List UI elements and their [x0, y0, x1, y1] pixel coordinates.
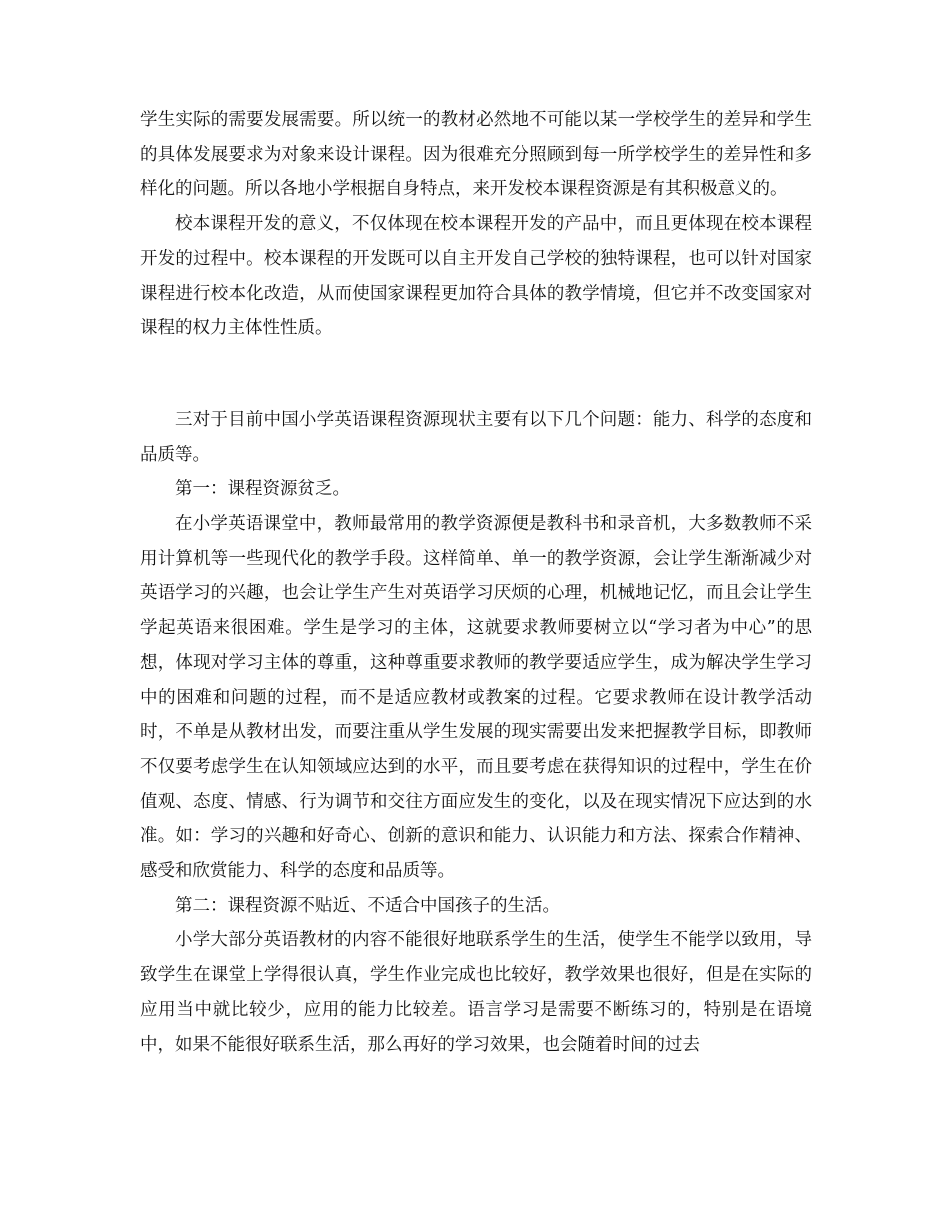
section-spacer [140, 346, 812, 403]
paragraph-continuation: 学生实际的需要发展需要。所以统一的教材必然地不可能以某一学校学生的差异和学生的具体发展要求为对象来设计课程。因为很难充分照顾到每一所学校学生的差异性和多样化的问题。所以各地小学根据自身特点，来开发校本课程资源是有其积极意义的。 [140, 110, 812, 200]
paragraph-textbook-life: 小学大部分英语教材的内容不能很好地联系学生的生活，使学生不能学以致用，导致学生在课堂上学得很认真，学生作业完成也比较好，教学效果也很好，但是在实际的应用当中就比较少，应用的能力比较差。语言学习是需要不断练习的，特别是在语境中，如果不能很好联系生活，那么再好的学习效果，也会随着时间的过去 [140, 930, 812, 1055]
paragraph-significance: 校本课程开发的意义，不仅体现在校本课程开发的产品中，而且更体现在校本课程开发的过程中。校本课程的开发既可以自主开发自己学校的独特课程，也可以针对国家课程进行校本化改造，从而使国家课程更加符合具体的教学情境，但它并不改变国家对课程的权力主体性性质。 [140, 214, 812, 339]
paragraph-heading-second: 第二：课程资源不贴近、不适合中国孩子的生活。 [175, 895, 560, 916]
paragraph-heading-first: 第一：课程资源贫乏。 [175, 479, 350, 500]
document-body [140, 103, 812, 1062]
paragraph-section-three: 三对于目前中国小学英语课程资源现状主要有以下几个问题：能力、科学的态度和品质等。 [140, 409, 812, 465]
paragraph-classroom-resources: 在小学英语课堂中，教师最常用的教学资源便是教科书和录音机，大多数教师不采用计算机等一些现代化的教学手段。这样简单、单一的教学资源，会让学生渐渐减少对英语学习的兴趣，也会让学生产生对英语学习厌烦的心理，机械地记忆，而且会让学生学起英语来很困难。学生是学习的主体，这就要求教师要树立以“学习者为中心”的思想，体现对学习主体的尊重，这种尊重要求教师的教学要适应学生，成为解决学生学习中的困难和问题的过程，而不是适应教材或教案的过程。它要求教师在设计教学活动时，不单是从教材出发，而要注重从学生发展的现实需要出发来把握教学目标，即教师不仅要考虑学生在认知领域应达到的水平，而且要考虑在获得知识的过程中，学生在价值观、态度、情感、行为调节和交往方面应发生的变化，以及在现实情况下应达到的水准。如：学习的兴趣和好奇心、创新的意识和能力、认识能力和方法、探索合作精神、感受和欣赏能力、科学的态度和品质等。 [140, 514, 812, 882]
